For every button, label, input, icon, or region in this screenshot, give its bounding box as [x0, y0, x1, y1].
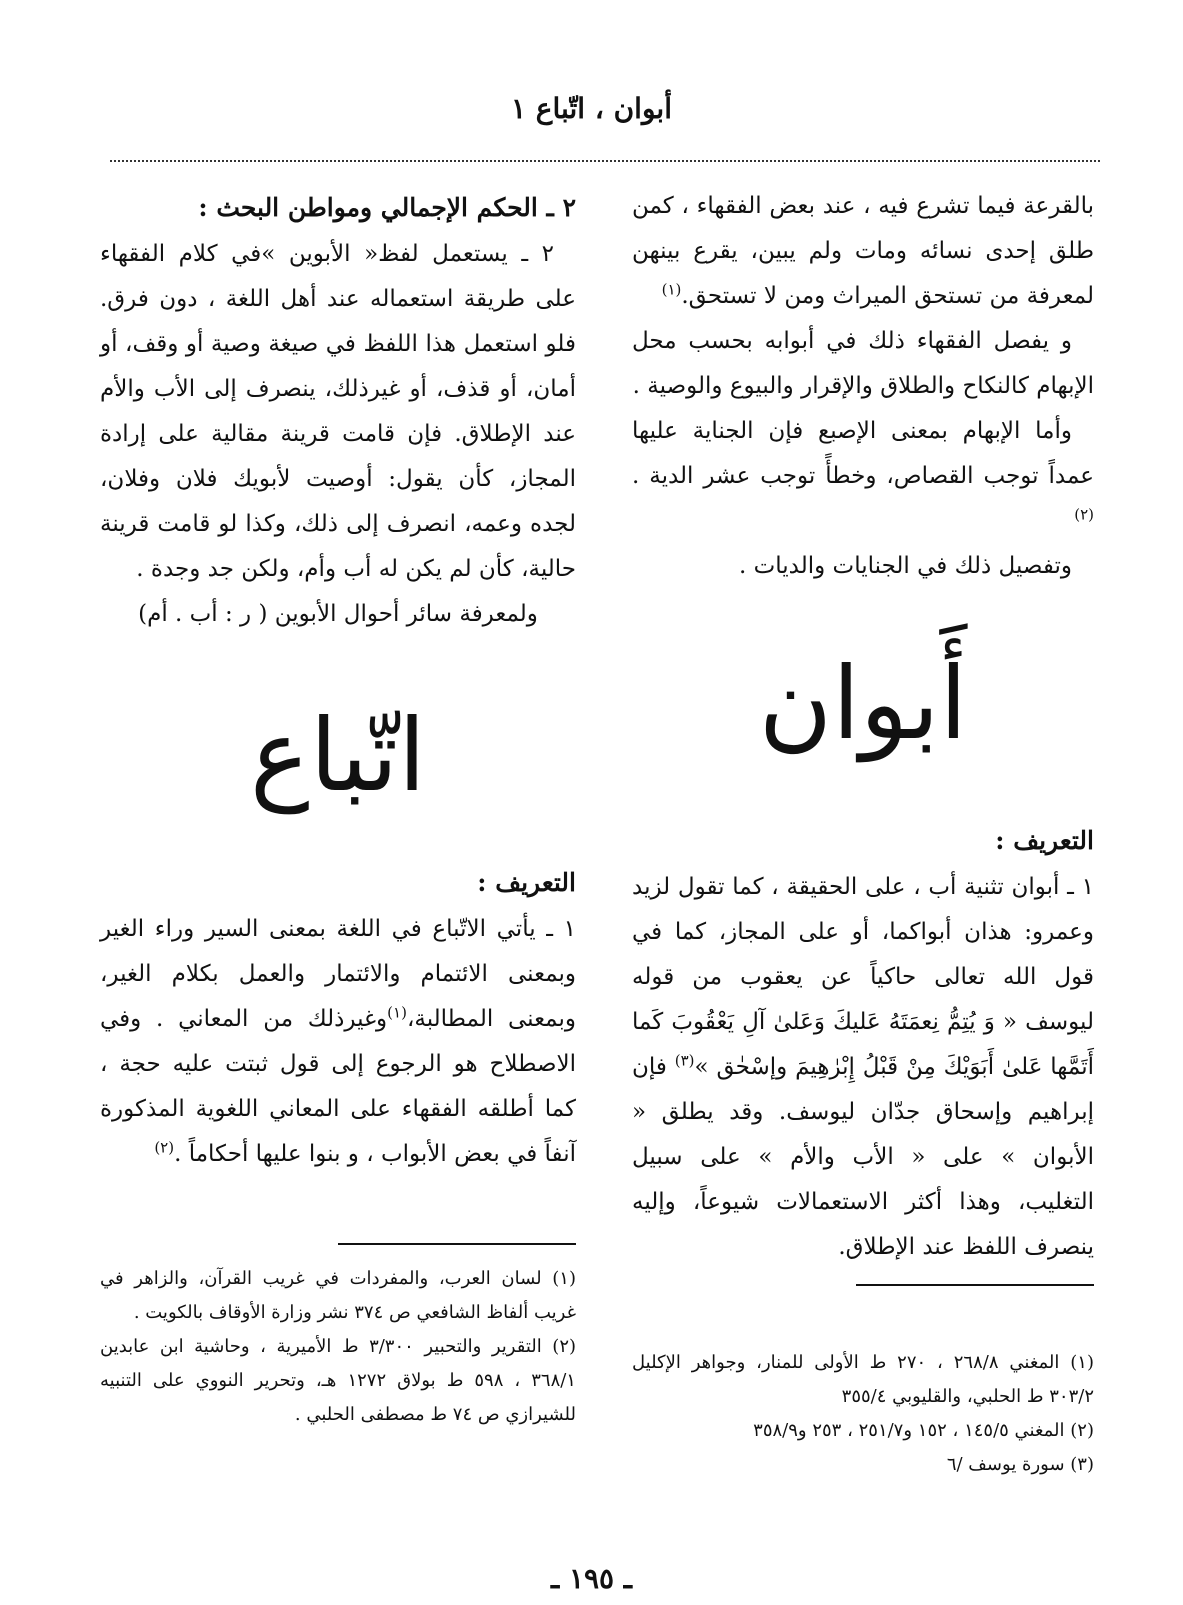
- footnotes-left: [100, 1262, 576, 1432]
- footnote: (٣) سورة يوسف /٦: [946, 1454, 1094, 1475]
- header-divider: [110, 160, 1100, 162]
- footnote-ref: (١): [661, 280, 682, 299]
- footnote: (٢) المغني ١٤٥/٥ ، ١٥٢ و٢٥١/٧ ، ٢٥٣ و٣٥٨/٩: [753, 1420, 1094, 1441]
- definition-heading: التعريف :: [995, 826, 1094, 855]
- page-header: أبوان ، اتّباع ١: [511, 92, 672, 125]
- article-title-abawan: أَبوان: [758, 645, 968, 762]
- footnote-divider: [856, 1284, 1094, 1286]
- footnotes-right: [632, 1346, 1094, 1482]
- article-title-ittiba: اتّباع: [250, 697, 426, 814]
- paragraph: و يفصل الفقهاء ذلك في أبوابه بحسب محل الإبهام كالنكاح والطلاق والإقرار والبيوع والوصية .: [632, 328, 1094, 399]
- footnote-divider: [338, 1243, 576, 1245]
- paragraph: وأما الإبهام بمعنى الإصبع فإن الجناية عليها عمداً توجب القصاص، وخطأً توجب عشر الدية .$^{(٢)}$: [632, 418, 1094, 524]
- definition-heading: التعريف :: [477, 868, 576, 897]
- footnote: (٢) التقرير والتحبير ٣/٣٠٠ ط الأميرية ، وحاشية ابن عابدين ٣٦٨/١ ، ٥٩٨ ط بولاق ١٢٧٢ هـ، وتحرير النووي على التنبيه للشيرازي ص ٧٤ ط مصطفى الحلبي .: [100, 1336, 577, 1425]
- footnote-ref: (٣): [674, 1051, 695, 1070]
- page-number: ـ ١٩٥ ـ: [550, 1562, 633, 1595]
- paragraph: ولمعرفة سائر أحوال الأبوين ( ر : أب . أم): [138, 601, 538, 627]
- section-heading: ٢ ـ الحكم الإجمالي ومواطن البحث :: [198, 193, 576, 222]
- paragraph: ١ ـ أبوان تثنية أب ، على الحقيقة ، كما تقول لزيد وعمرو: هذان أبواكما، أو على المجاز، كما في قول الله تعالى حاكياً عن يعقوب من قوله ليوسف « وَ يُتِمُّ نِعمَتَهُ عَليكَ وَعَلىٰ آلِ يَعْقُوبَ كَما أَتَمَّها عَلىٰ أَبَوَيْكَ مِنْ قَبْلُ إِبْرٰهِيمَ وإسْحٰق »$^{(٣)}$ فإن إبراهيم وإسحاق جدّان ليوسف. وقد يطلق « الأبوان » على « الأب والأم » على سبيل التغليب، وهذا أكثر الاستعمالات شيوعاً، وإليه ينصرف اللفظ عند الإطلاق.: [632, 874, 1094, 1260]
- footnote: (١) لسان العرب، والمفردات في غريب القرآن، والزاهر في غريب ألفاظ الشافعي ص ٣٧٤ نشر وزارة الأوقاف بالكويت .: [100, 1268, 576, 1323]
- paragraph: بالقرعة فيما تشرع فيه ، عند بعض الفقهاء ، كمن طلق إحدى نسائه ومات ولم يبين، يقرع بينهن لمعرفة من تستحق الميراث ومن لا تستحق.$^{(١)}$: [632, 193, 1094, 309]
- footnote-ref: (٢): [154, 1138, 175, 1157]
- paragraph: وتفصيل ذلك في الجنايات والديات .: [738, 553, 1072, 579]
- paragraph: ١ ـ يأتي الاتّباع في اللغة بمعنى السير وراء الغير وبمعنى الائتمام والائتمار والعمل بكلام الغير، وبمعنى المطالبة،$^{(١)}$وغيرذلك من المعاني . وفي الاصطلاح هو الرجوع إلى قول ثبتت عليه حجة ، كما أطلقه الفقهاء على المعاني اللغوية المذكورة آنفاً في بعض الأبواب ، و بنوا عليها أحكاماً .$^{(٢)}$: [100, 916, 576, 1167]
- footnote-ref: (١): [387, 1003, 407, 1022]
- footnote: (١) المغني ٢٦٨/٨ ، ٢٧٠ ط الأولى للمنار، وجواهر الإكليل ٣٠٣/٢ ط الحلبي، والقليوبي ٣٥٥/٤: [632, 1352, 1094, 1407]
- footnote-ref: (٢): [1074, 505, 1094, 524]
- left-column: [100, 184, 576, 1177]
- right-column: [632, 184, 1094, 1270]
- paragraph: ٢ ـ يستعمل لفظ« الأبوين »في كلام الفقهاء على طريقة استعماله عند أهل اللغة ، دون فرق. فلو استعمل هذا اللفظ في صيغة وصية أو وقف، أو أمان، أو قذف، أو غيرذلك، ينصرف إلى الأب والأم عند الإطلاق. فإن قامت قرينة مقالية على إرادة المجاز، كأن يقول: أوصيت لأبويك فلان وفلان، لجده وعمه، انصرف إلى ذلك، وكذا لو قامت قرينة حالية، كأن لم يكن له أب وأم، ولكن جد وجدة .: [100, 241, 576, 582]
